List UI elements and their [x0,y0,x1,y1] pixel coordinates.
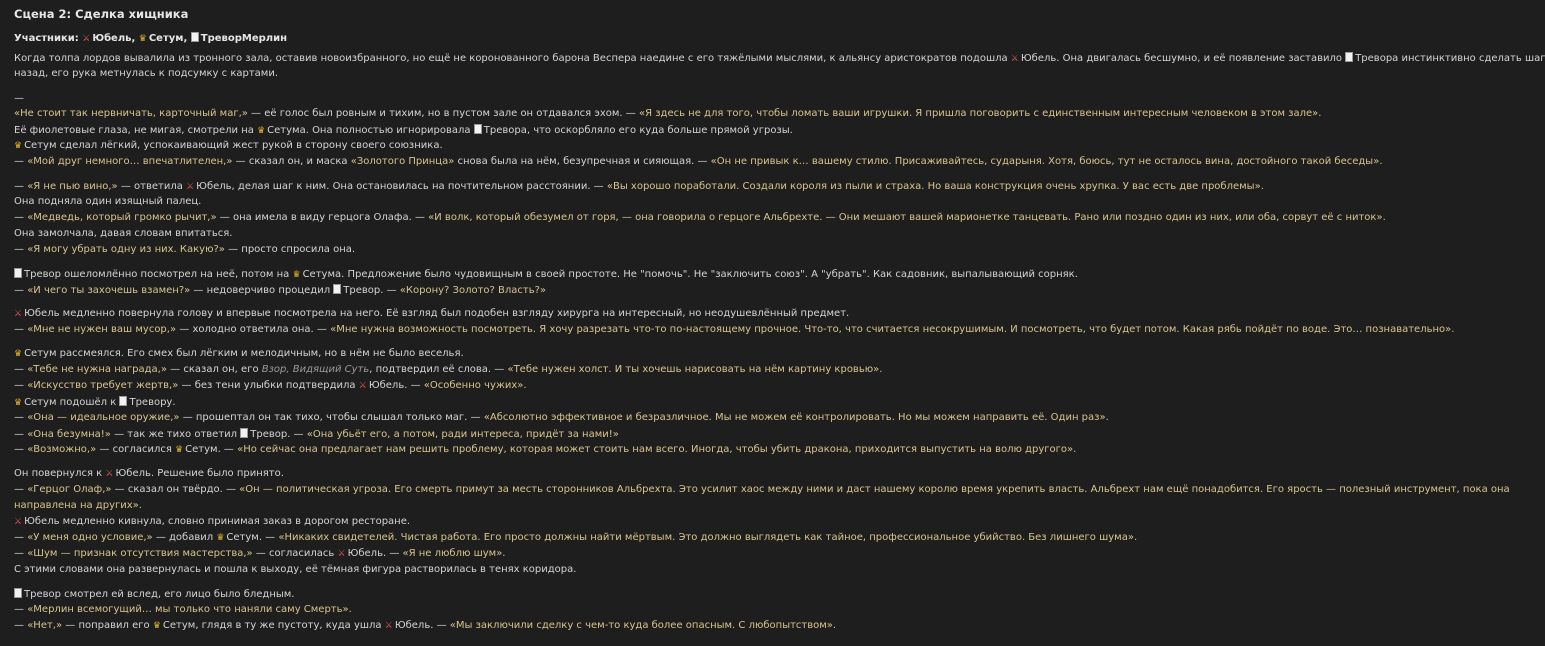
dialogue-line [14,364,882,376]
quote: «Возможно,» [27,444,97,455]
narration-line [14,140,443,152]
quote: «Герцог Олаф,» [27,484,112,495]
quote: «Я не люблю шум». [402,548,506,559]
narration-line [14,308,849,320]
text-span: — [14,181,28,192]
quote: «Тебе не нужна награда,» [27,364,167,375]
text-span: — [14,620,28,631]
crossed-swords-icon: ⚔ [14,309,23,319]
crossed-swords-icon: ⚔ [358,381,367,391]
scene-title: Сцена 2: Сделка хищника [14,7,189,21]
narration-line [14,124,793,137]
text-span: — [14,156,28,167]
text-span: Сетум. — [185,444,238,455]
text-span: — согласилась [252,548,335,559]
paragraph-line [14,68,278,80]
quote: «Мне не нужен ваш мусор,» [27,324,177,335]
text-span: — [14,324,28,335]
text-span: — её голос был ровным и тихим, но в пустом зале он отдавался эхом. — [247,108,639,119]
card-icon [14,588,22,598]
crossed-swords-icon: ⚔ [1010,54,1019,64]
narration-line [14,564,576,576]
text-span: Юбель. — [368,380,424,391]
quote: «Нет,» [27,620,63,631]
text-span: Юбель. Она двигалась бесшумно, и её появление заставило [1020,53,1343,64]
narration-line [14,196,201,208]
text-span: — недоверчиво процедил [190,285,331,296]
dialogue-line [14,108,1321,120]
text-span: Сетум, глядя в ту же пустоту, куда ушла [162,620,382,631]
text-span: — согласился [96,444,172,455]
quote: «Вы хорошо поработали. Создали короля из пыли и страха. Но ваша конструкция очень хрупка. У вас есть две проблемы». [606,181,1264,192]
text-span: — [14,244,28,255]
dialogue-line [14,620,836,632]
text-span: — [14,484,28,495]
quote: «Шум — признак отсутствия мастерства,» [27,548,253,559]
text-span: — она имела в виду герцога Олафа. — [216,212,429,223]
quote: «Корону? Золото? Власть?» [399,285,547,296]
dialogue-line [14,484,1510,496]
text-span: — [14,604,28,615]
text-span: Тревора, что оскорбляло его куда больше прямой угрозы. [483,125,793,136]
text-span: — [14,444,28,455]
quote: «У меня одно условие,» [27,532,153,543]
dialogue-line [14,532,1137,544]
text-span: — так же тихо ответил [110,429,238,440]
quote: «Она — идеальное оружие,» [27,412,180,423]
text-span: — холодно ответила она. — [176,324,331,335]
quote: «Мне нужна возможность посмотреть. Я хочу разрезать что-то по-настоящему прочное. Что-то, что считается несокрушимым. И посмотреть, что будет потом. Какая рябь пойдёт по воде. Это… познавательно». [330,324,1455,335]
crown-icon: ♛ [14,349,23,359]
text-span: Сетума. Предложение было чудовищным в своей простоте. Не "помочь". Не "заключить союз". А "убрать". Как садовник, выпалывающий сорняк. [302,269,1078,280]
quote: «Тебе нужен холст. И ты хочешь нарисовать на нём картину кровью». [507,364,883,375]
text-span: Тревор смотрел ей вслед, его лицо было бледным. [24,589,295,600]
dialogue-line [14,428,619,441]
text-span: Тревор. — [343,285,400,296]
crossed-swords-icon: ⚔ [82,34,91,44]
dialogue-line [14,604,352,616]
text-span: — добавил [152,532,214,543]
card-icon [240,428,248,438]
crown-icon: ♛ [14,398,23,408]
card-icon [1345,52,1353,62]
crown-icon: ♛ [14,141,23,151]
quote: «Но сейчас она предлагает нам решить проблему, которая может стоить нам всего. Иногда, чтобы убить дракона, приходится выпустить на волю другого». [237,444,1077,455]
quote: «Никаких свидетелей. Чистая работа. Его просто должны найти мёртвым. Это должно выглядеть как тайное, профессиональное убийство. Без лишнего шума». [278,532,1138,543]
crossed-swords-icon: ⚔ [384,621,393,631]
text-span: С этими словами она развернулась и пошла к выходу, её тёмная фигура растворилась в тенях коридора. [14,564,577,575]
dialogue-line [14,212,1386,224]
text-span: Её фиолетовые глаза, не мигая, смотрели на [14,125,254,136]
text-span: — [14,548,28,559]
crown-icon: ♛ [292,270,301,280]
dialogue-line [14,244,355,256]
narration-line [14,268,1078,281]
card-icon [14,268,22,278]
text-span: Он повернулся к [14,468,103,479]
card-icon [119,396,127,406]
text-span: — сказал он, его [166,364,262,375]
paragraph-line [14,52,1545,65]
crossed-swords-icon: ⚔ [337,549,346,559]
crossed-swords-icon: ⚔ [105,469,114,479]
text-span: — поправил его [62,620,150,631]
quote: «И чего ты захочешь взамен?» [27,285,191,296]
text-span: — [14,532,28,543]
card-icon [474,124,482,134]
crossed-swords-icon: ⚔ [186,182,195,192]
participant-trevor: ТреворМерлин [200,33,287,44]
quote: «Золотого Принца» [350,156,455,167]
text-span: Юбель. Решение было принято. [115,468,284,479]
narration-line [14,588,294,601]
text-span: , подтвердил её слова. — [369,364,508,375]
narration-line [14,348,464,360]
narration-line [14,228,232,240]
card-icon [191,32,199,42]
crown-icon: ♛ [257,126,266,136]
text-span: Она замолчала, давая словам впитаться. [14,228,233,239]
quote: «Мерлин всемогущий… мы только что наняли саму Смерть». [27,604,352,615]
participants-line [14,32,287,45]
text-span: снова была на нём, безупречная и сияющая. — [454,156,711,167]
dialogue-line [14,324,1454,336]
text-span: — прошептал он так тихо, чтобы слышал только маг. — [179,412,484,423]
narration-line [14,396,176,409]
quote: «Медведь, который громко рычит,» [27,212,217,223]
quote: «Искусство требует жертв,» [27,380,179,391]
text-span: — [14,429,28,440]
quote: «Я могу убрать одну из них. Какую?» [27,244,225,255]
text-span: — просто спросила она. [224,244,356,255]
participants-label: Участники: [14,33,79,44]
text-span: Юбель, делая шаг к ним. Она остановилась на почтительном расстоянии. — [196,181,607,192]
dialogue-line [14,500,142,512]
crown-icon: ♛ [152,621,161,631]
quote: «Я здесь не для того, чтобы ломать ваши игрушки. Я пришла поговорить с единственным интересным человеком в этом зале». [638,108,1322,119]
dialogue-line [14,284,546,297]
quote: «Абсолютно эффективное и безразличное. Мы не можем её контролировать. Но мы можем направить её. Один раз». [483,412,1109,423]
quote: направлена на других». [14,500,142,511]
text-span: — [14,212,28,223]
text-span: — [14,364,28,375]
text-span: Тревор. — [250,429,307,440]
dialogue-line [14,156,1383,168]
crown-icon: ♛ [216,533,225,543]
quote: «Он не привык к… вашему стилю. Присаживайтесь, сударыня. Хотя, боюсь, тут не осталось вина, достойного такой беседы». [710,156,1383,167]
quote: «Мой друг немного… впечатлителен,» [27,156,233,167]
text-span: — [14,380,28,391]
text-span: Сетум рассмеялся. Его смех был лёгким и мелодичным, но в нём не было веселья. [24,348,464,359]
text-span: Сетум подошёл к [24,397,117,408]
quote: «Она безумна!» [27,429,111,440]
dialogue-line [14,444,1076,456]
text-span: Когда толпа лордов вывалила из тронного зала, оставив новоизбранного, но ещё не коронованного барона Веспера наедине с его тяжёлыми мыслями, к альянсу аристократов подошла [14,53,1008,64]
text-span: Юбель. — [347,548,403,559]
text-span: Тревор ошеломлённо посмотрел на неё, потом на [24,269,290,280]
quote: «Особенно чужих». [423,380,527,391]
text-span: Сетум. — [226,532,279,543]
participant-yubel: Юбель, [92,33,136,44]
participant-setum: Сетум, [148,33,188,44]
text-span: назад, его рука метнулась к подсумку с картами. [14,68,279,79]
italic-text: Взор, Видящий Суть [261,364,370,375]
dialogue-line [14,548,506,560]
text-span: — без тени улыбки подтвердила [178,380,356,391]
crown-icon: ♛ [175,445,184,455]
quote: «Я не пью вино,» [27,181,118,192]
text-span: — [14,412,28,423]
card-icon [333,284,341,294]
quote: «Он — политическая угроза. Его смерть примут за месть сторонников Альбрехта. Это усилит хаос между ними и даст нашему королю время укрепить власть. Альбрехт нам ещё понадобится. Его ярость — полезный инструмент, пока она [239,484,1510,495]
narration-line [14,468,284,480]
text-span: Тревору. [129,397,176,408]
text-span: — сказал он, и маска [232,156,351,167]
narration-line [14,516,410,528]
crossed-swords-icon: ⚔ [14,517,23,527]
dialogue-line [14,380,527,392]
text-span: Сетума. Она полностью игнорировала [267,125,471,136]
text-span: Сетум сделал лёгкий, успокаивающий жест рукой в сторону своего союзника. [24,140,443,151]
text-span: Юбель. — [394,620,450,631]
quote: «Она убьёт его, а потом, ради интереса, придёт за нами!» [306,429,619,440]
text-span: Юбель медленно кивнула, словно принимая заказ в дорогом ресторане. [24,516,411,527]
quote: «Мы заключили сделку с чем-то куда более опасным. С любопытством». [449,620,837,631]
quote: «И волк, который обезумел от горя, — она говорила о герцоге Альбрехте. — Они мешают вашей марионетке танцевать. Рано или поздно один из них, или оба, сорвут её с ниток». [428,212,1386,223]
quote: «Не стоит так нервничать, карточный маг,» [14,108,248,119]
text-span: Она подняла один изящный палец. [14,196,202,207]
text-span: Тревора инстинктивно сделать шаг [1355,53,1545,64]
dialogue-line [14,412,1109,424]
separator: — [14,93,24,104]
text-span: — ответила [117,181,183,192]
text-span: — сказал он твёрдо. — [111,484,240,495]
crown-icon: ♛ [138,34,147,44]
text-span: Юбель медленно повернула голову и впервые посмотрела на него. Её взгляд был подобен взгляду хирурга на интересный, но неодушевлённый предмет. [24,308,850,319]
dialogue-line [14,181,1264,193]
text-span: — [14,285,28,296]
